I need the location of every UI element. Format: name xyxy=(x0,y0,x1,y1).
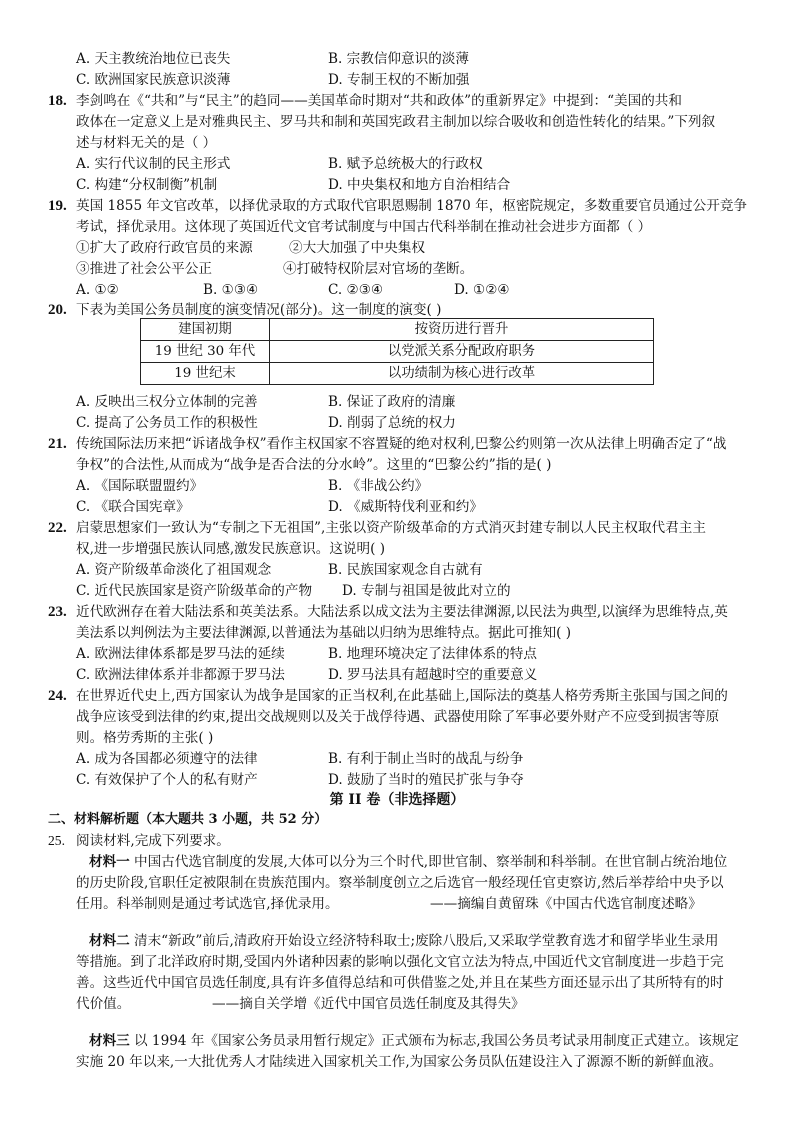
q18-number: 18. xyxy=(48,93,67,109)
q22-option-b: B. 民族国家观念自古就有 xyxy=(328,562,483,578)
material-1-line-1: 中国古代选官制度的发展,大体可以分为三个时代,即世官制、察举制和科举制。在世官制占统治地位 xyxy=(134,854,728,870)
material-3-line-2: 实施 20 年以来,一大批优秀人才陆续进入国家机关工作,为国家公务员队伍建设注入了源源不断的新鲜血液。 xyxy=(76,1054,723,1070)
material-1-line-2: 的历史阶段,官职任定被限制在贵族范围内。察举制度创立之后选官一般经现任官吏察访,然后举荐给中央予以 xyxy=(76,875,724,891)
q19-option-b: B. ①③④ xyxy=(203,282,259,298)
table-cell: 以党派关系分配政府职务 xyxy=(270,341,654,363)
q24-option-c: C. 有效保护了个人的私有财产 xyxy=(76,772,258,788)
material-2-line-4: 代价值。 xyxy=(76,996,131,1012)
q19-option-d: D. ①②④ xyxy=(454,282,510,298)
material-1-label: 材料一 xyxy=(89,854,130,870)
q17-option-c: C. 欧洲国家民族意识淡薄 xyxy=(76,72,231,88)
q18-stem-line-2: 政体在一定意义上是对雅典民主、罗马共和制和英国宪政君主制加以综合吸收和创造性转化的结果。”下列叙 xyxy=(76,114,716,130)
q21-stem-line-1: 传统国际法历来把“诉诸战争权”看作主权国家不容置疑的绝对权利,巴黎公约则第一次从法律上明确否定了“战 xyxy=(76,436,727,452)
q21-option-a: A. 《国际联盟盟约》 xyxy=(76,478,204,494)
q23-option-c: C. 欧洲法律体系并非都源于罗马法 xyxy=(76,667,285,683)
q24-stem-line-2: 战争应该受到法律的约束,提出交战规则以及关于战俘待遇、武器使用除了军事必要外财产不应受到损害等原 xyxy=(76,709,720,725)
q25-intro: 阅读材料,完成下列要求。 xyxy=(76,833,230,849)
q23-number: 23. xyxy=(48,604,67,620)
q24-stem-line-1: 在世界近代史上,西方国家认为战争是国家的正当权利,在此基础上,国际法的奠基人格劳秀斯主张国与国之间的 xyxy=(76,688,728,704)
q23-option-b: B. 地理环境决定了法律体系的特点 xyxy=(328,646,537,662)
q18-option-c: C. 构建“分权制衡”机制 xyxy=(76,177,218,193)
q21-option-b: B. 《非战公约》 xyxy=(328,478,429,494)
q22-number: 22. xyxy=(48,520,67,536)
q23-stem-line-2: 美法系以判例法为主要法律渊源,以普通法为基础以归纳为思维特点。据此可推知( ) xyxy=(76,625,572,641)
q24-option-d: D. 鼓励了当时的殖民扩张与争夺 xyxy=(328,772,524,788)
q25-number: 25. xyxy=(48,833,65,848)
q24-stem-line-3: 则。格劳秀斯的主张( ) xyxy=(76,730,214,746)
q21-option-d: D. 《威斯特伐利亚和约》 xyxy=(328,499,483,515)
q18-stem-line-3: 述与材料无关的是（ ） xyxy=(76,135,217,151)
q23-stem-line-1: 近代欧洲存在着大陆法系和英美法系。大陆法系以成文法为主要法律渊源,以民法为典型,以演绎为思维特点,英 xyxy=(76,604,728,620)
q24-number: 24. xyxy=(48,688,67,704)
q19-statement-3: ③推进了社会公平公正 xyxy=(76,261,212,277)
table-row xyxy=(141,319,654,341)
q19-stem-line-2: 考试，择优录用。这体现了英国近代文官考试制度与中国古代科举制在推动社会进步方面都（ ） xyxy=(76,219,652,235)
q22-stem-line-2: 权,进一步增强民族认同感,激发民族意识。这说明( ) xyxy=(76,541,386,557)
q21-stem-line-2: 争权”的合法性,从而成为“战争是否合法的分水岭”。这里的“巴黎公约”指的是( ) xyxy=(76,457,552,473)
material-2-line-3: 善。这些近代中国官员选任制度,具有许多值得总结和可供借鉴之处,并且在某些方面还显示出了其所特有的时 xyxy=(76,975,724,991)
q23-option-a: A. 欧洲法律体系都是罗马法的延续 xyxy=(76,646,285,662)
material-2-line-1: 清末“新政”前后,清政府开始设立经济特科取士;废除八股后,又采取学堂教育选才和留学毕业生录用 xyxy=(134,933,719,949)
table-row xyxy=(141,341,654,363)
table-row xyxy=(141,363,654,385)
q19-number: 19. xyxy=(48,198,67,214)
q18-stem-line-1: 李剑鸣在《“共和”与“民主”的趋同——美国革命时期对“共和政体”的重新界定》中提到：“美国的共和 xyxy=(76,93,682,109)
q22-option-a: A. 资产阶级革命淡化了祖国观念 xyxy=(76,562,272,578)
table-cell: 以功绩制为核心进行改革 xyxy=(270,363,654,385)
q21-option-c: C. 《联合国宪章》 xyxy=(76,499,190,515)
q20-option-d: D. 削弱了总统的权力 xyxy=(328,415,456,431)
q22-stem-line-1: 启蒙思想家们一致认为“专制之下无祖国”,主张以资产阶级革命的方式消灭封建专制以人民主权取代君主主 xyxy=(76,520,706,536)
q20-option-a: A. 反映出三权分立体制的完善 xyxy=(76,394,258,410)
q18-option-a: A. 实行代议制的民主形式 xyxy=(76,156,231,172)
section-2-heading: 二、材料解析题（本大题共 3 小题，共 52 分） xyxy=(48,812,328,827)
part-2-title: 第 II 卷（非选择题） xyxy=(329,792,465,808)
table-cell: 19 世纪末 xyxy=(141,363,270,385)
q17-option-a: A. 天主教统治地位已丧失 xyxy=(76,51,231,67)
q22-option-d: D. 专制与祖国是彼此对立的 xyxy=(342,583,511,599)
q19-statement-2: ②大大加强了中央集权 xyxy=(289,240,425,256)
q19-statement-1: ①扩大了政府行政官员的来源 xyxy=(76,240,253,256)
q19-statement-4: ④打破特权阶层对官场的垄断。 xyxy=(283,261,474,277)
q19-option-c: C. ②③④ xyxy=(328,282,384,298)
q17-option-b: B. 宗教信仰意识的淡薄 xyxy=(328,51,469,67)
q23-option-d: D. 罗马法具有超越时空的重要意义 xyxy=(328,667,538,683)
q18-option-b: B. 赋予总统极大的行政权 xyxy=(328,156,483,172)
q20-table xyxy=(140,318,654,385)
material-3-line-1: 以 1994 年《国家公务员录用暂行规定》正式颁布为标志,我国公务员考试录用制度正式建立。该规定 xyxy=(134,1033,739,1049)
q21-number: 21. xyxy=(48,436,67,452)
material-2-source: ——摘自关学增《近代中国官员选任制度及其得失》 xyxy=(212,996,525,1012)
material-2-label: 材料二 xyxy=(89,933,130,949)
q18-option-d: D. 中央集权和地方自治相结合 xyxy=(328,177,511,193)
q20-stem-line-1: 下表为美国公务员制度的演变情况(部分)。这一制度的演变( ) xyxy=(76,302,442,318)
q22-option-c: C. 近代民族国家是资产阶级革命的产物 xyxy=(76,583,313,599)
q24-option-b: B. 有利于制止当时的战乱与纷争 xyxy=(328,751,524,767)
q24-option-a: A. 成为各国都必须遵守的法律 xyxy=(76,751,258,767)
material-1-line-3: 任用。科举制则是通过考试选官,择优录用。 xyxy=(76,896,339,912)
q19-option-a: A. ①② xyxy=(76,282,119,298)
q20-option-c: C. 提高了公务员工作的积极性 xyxy=(76,415,258,431)
q17-option-d: D. 专制王权的不断加强 xyxy=(328,72,470,88)
q19-stem-line-1: 英国 1855 年文官改革，以择优录取的方式取代官职恩赐制 1870 年，枢密院规定，多数重要官员通过公开竞争 xyxy=(76,198,748,214)
table-cell: 建国初期 xyxy=(141,319,270,341)
table-cell: 19 世纪 30 年代 xyxy=(141,341,270,363)
material-1-source: ——摘编自黄留珠《中国古代选官制度述略》 xyxy=(430,896,702,912)
table-cell: 按资历进行晋升 xyxy=(270,319,654,341)
q20-number: 20. xyxy=(48,302,67,318)
material-3-label: 材料三 xyxy=(89,1033,130,1049)
q20-option-b: B. 保证了政府的清廉 xyxy=(328,394,456,410)
material-2-line-2: 等措施。到了北洋政府时期,受国内外诸种因素的影响以强化文官立法为特点,中国近代文官制度进一步趋于完 xyxy=(76,954,724,970)
